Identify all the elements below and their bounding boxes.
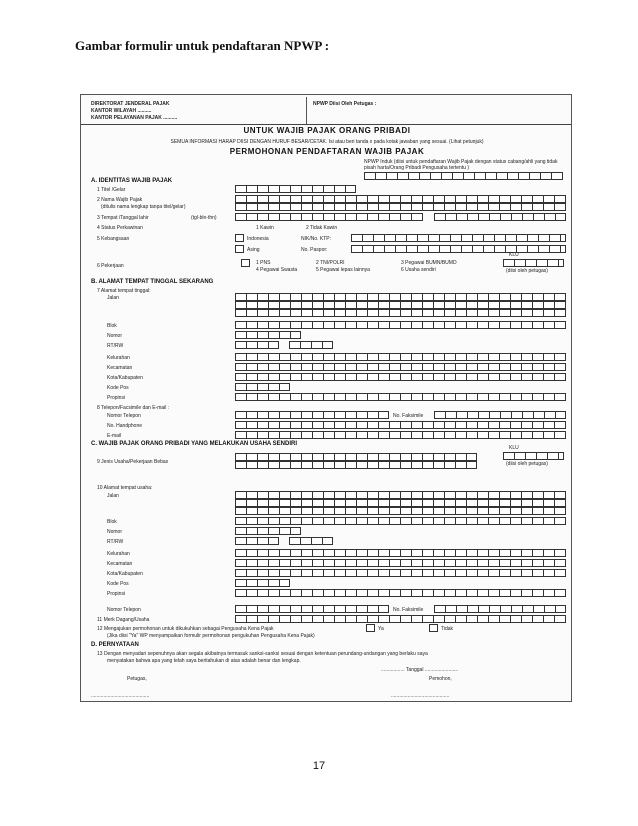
section-d-title: D. PERNYATAAN (91, 642, 139, 648)
rt-boxes-c[interactable] (235, 537, 279, 545)
tanggal-line: ................. Tanggal ........................ (381, 667, 459, 673)
label-nama: 2 Nama Wajib Pajak (97, 197, 143, 203)
paspor-boxes[interactable] (351, 245, 566, 253)
label-kota-c: Kota/Kabupaten (107, 571, 143, 577)
jalan-boxes-b2[interactable] (235, 301, 566, 309)
label-nomor-c: Nomor (107, 529, 123, 535)
form-instruction: SEMUA INFORMASI HARAP DIISI DENGAN HURUF BESAR/CETAK. Isi atau beri tanda x pada kotak jawaban yang sesuai. (Lihat petunjuk) (170, 139, 484, 145)
label-kebangsaan: 5 Kebangsaan (97, 236, 130, 242)
label-tgl-note: (tgl-bln-thn) (191, 215, 217, 221)
label-blok-b: Blok (107, 323, 117, 329)
label-nik: NIK/No. KTP: (301, 236, 332, 242)
label-rtrw-c: RT/RW (107, 539, 124, 545)
jenis-usaha-boxes-1[interactable] (235, 453, 477, 461)
nik-boxes[interactable] (351, 234, 566, 242)
kota-boxes-b[interactable] (235, 373, 566, 381)
label-paspor: No. Paspor: (301, 247, 328, 253)
label-kodepos-c: Kode Pos (107, 581, 129, 587)
option-asing: Asing (247, 247, 260, 253)
klu-label-c: KLU (509, 445, 519, 451)
job-swasta: 4 Pegawai Swasta (256, 267, 298, 273)
label-pkp-note: (Jika diisi "Ya" WP menyampaikan formulir permohonan pengukuhan Pengusaha Kena Pajak) (107, 633, 315, 639)
label-kota-b: Kota/Kabupaten (107, 375, 143, 381)
nama-boxes-1[interactable] (235, 195, 566, 203)
form-main-title: UNTUK WAJIB PAJAK ORANG PRIBADI (243, 126, 411, 135)
hp-boxes-b[interactable] (235, 421, 566, 429)
label-nomor-telepon-b: Nomor Telepon (107, 413, 141, 419)
jenis-usaha-boxes-2[interactable] (235, 461, 477, 469)
label-pekerjaan: 6 Pekerjaan (97, 263, 124, 269)
label-kodepos-b: Kode Pos (107, 385, 129, 391)
label-jalan-b: Jalan (107, 295, 119, 301)
kecamatan-boxes-c[interactable] (235, 559, 566, 567)
kelurahan-boxes-b[interactable] (235, 353, 566, 361)
rw-boxes-c[interactable] (289, 537, 333, 545)
label-pkp: 12 Mengajukan permohonan untuk dikukuhkan sebagai Pengusaha Kena Pajak (97, 626, 274, 632)
checkbox-indonesia[interactable] (235, 234, 244, 242)
statement-line-2: menyatakan bahwa apa yang telah saya beritahukan di atas adalah benar dan lengkap. (107, 658, 301, 664)
label-blok-c: Blok (107, 519, 117, 525)
nomor-boxes-b[interactable] (235, 331, 301, 339)
label-kecamatan-c: Kecamatan (107, 561, 133, 567)
figure-caption: Gambar formulir untuk pendaftaran NPWP : (75, 38, 330, 53)
header-regional-office: KANTOR WILAYAH .......... (91, 108, 152, 114)
label-hp-b: No. Handphone (107, 423, 143, 429)
label-jalan-c: Jalan (107, 493, 119, 499)
label-merk-dagang: 11 Merk Dagang/Usaha (97, 617, 150, 623)
option-tidak: Tidak (441, 626, 454, 632)
klu-boxes-c[interactable] (503, 452, 564, 460)
nomor-boxes-c[interactable] (235, 527, 301, 535)
merk-boxes[interactable] (235, 615, 566, 623)
job-pns: 1 PNS (256, 260, 271, 266)
job-tni: 2 TNI/POLRI (316, 260, 345, 266)
npwp-induk-note: NPWP Induk (diisi untuk pendaftaran Wajib Pajak dengan status cabang/ahli yang tidak pisah harta/Orang Pribadi Pengusaha tertentu ) (364, 159, 558, 171)
label-petugas: Petugas, (127, 676, 147, 682)
job-usaha: 6 Usaha sendiri (401, 267, 436, 273)
fax-boxes-b[interactable] (434, 411, 566, 419)
kodepos-boxes-b[interactable] (235, 383, 290, 391)
rw-boxes-b[interactable] (289, 341, 333, 349)
blok-boxes-c[interactable] (235, 517, 566, 525)
telepon-boxes-c[interactable] (235, 605, 389, 613)
propinsi-boxes-b[interactable] (235, 393, 566, 401)
label-propinsi-b: Propinsi (107, 395, 126, 401)
fax-boxes-c[interactable] (434, 605, 566, 613)
header-tax-office: KANTOR PELAYANAN PAJAK .......... (91, 115, 178, 121)
label-pemohon: Pemohon, (429, 676, 452, 682)
blok-boxes-b[interactable] (235, 321, 566, 329)
label-nomor-telepon-c: Nomor Telepon (107, 607, 141, 613)
label-email-b: E-mail (107, 433, 122, 439)
label-alamat-usaha: 10 Alamat tempat usaha: (97, 485, 153, 491)
kelurahan-boxes-c[interactable] (235, 549, 566, 557)
statement-line-1: 13 Dengan menyadari sepenuhnya akan segala akibatnya termasuk sanksi-sanksi sesuai dengan ketentuan perundang-undangan yang berlaku saya (97, 651, 428, 657)
klu-label-a: KLU (509, 252, 519, 258)
label-fax-c: No. Faksimile (393, 607, 424, 613)
npwp-induk-boxes[interactable] (364, 172, 563, 180)
propinsi-boxes-c[interactable] (235, 589, 566, 597)
pekerjaan-box[interactable] (241, 259, 250, 267)
checkbox-tidak[interactable] (429, 624, 438, 632)
label-fax-b: No. Faksimile (393, 413, 424, 419)
klu-note-a: (diisi oleh petugas) (506, 268, 548, 274)
npwp-form-image (80, 94, 572, 702)
klu-note-c: (diisi oleh petugas) (506, 461, 548, 467)
email-boxes-b[interactable] (235, 431, 566, 439)
form-subtitle: PERMOHONAN PENDAFTARAN WAJIB PAJAK (229, 147, 425, 156)
label-telepon-email: 8 Telepon/Facsimile dan E-mail : (97, 405, 170, 411)
jalan-boxes-c1[interactable] (235, 491, 566, 499)
header-npwp-officer: NPWP Diisi Oleh Petugas : (313, 101, 377, 107)
titel-boxes[interactable] (235, 185, 356, 193)
jalan-boxes-c2[interactable] (235, 499, 566, 507)
header-directorate: DIREKTORAT JENDERAL PAJAK (91, 101, 170, 107)
checkbox-asing[interactable] (235, 245, 244, 253)
option-tidak-kawin[interactable]: 2 Tidak Kawin (306, 225, 338, 231)
section-c-title: C. WAJIB PAJAK ORANG PRIBADI YANG MELAKUKAN USAHA SENDIRI (91, 441, 298, 447)
kecamatan-boxes-b[interactable] (235, 363, 566, 371)
label-kelurahan-c: Kelurahan (107, 551, 130, 557)
section-b-title: B. ALAMAT TEMPAT TINGGAL SEKARANG (91, 279, 214, 285)
label-status-kawin: 4 Status Perkawinan (97, 225, 143, 231)
jalan-boxes-b1[interactable] (235, 293, 566, 301)
label-kecamatan-b: Kecamatan (107, 365, 133, 371)
rt-boxes-b[interactable] (235, 341, 279, 349)
kodepos-boxes-c[interactable] (235, 579, 290, 587)
label-alamat-tinggal: 7 Alamat tempat tinggal: (97, 288, 151, 294)
option-ya: Ya (378, 626, 384, 632)
label-nomor-b: Nomor (107, 333, 123, 339)
jalan-boxes-b3[interactable] (235, 309, 566, 317)
nama-boxes-2[interactable] (235, 203, 566, 211)
telepon-boxes-b[interactable] (235, 411, 389, 419)
klu-boxes-a[interactable] (503, 259, 564, 267)
section-a-title: A. IDENTITAS WAJIB PAJAK (91, 178, 173, 184)
job-lepas: 5 Pegawai lepas lainnya (316, 267, 370, 273)
page-number: 17 (312, 760, 326, 772)
label-nama-note: (ditulis nama lengkap tanpa titel/gelar) (101, 204, 186, 210)
option-kawin[interactable]: 1 Kawin (256, 225, 274, 231)
label-kelurahan-b: Kelurahan (107, 355, 130, 361)
signature-pemohon: .......................................... (391, 693, 450, 699)
kota-boxes-c[interactable] (235, 569, 566, 577)
label-titel: 1 Titel /Gelar (97, 187, 126, 193)
label-jenis-usaha: 9 Jenis Usaha/Pekerjaan Bebas (97, 459, 169, 465)
checkbox-ya[interactable] (366, 624, 375, 632)
label-rtrw-b: RT/RW (107, 343, 124, 349)
option-indonesia: Indonesia (247, 236, 269, 242)
jalan-boxes-c3[interactable] (235, 507, 566, 515)
tanggal-lahir-boxes[interactable] (434, 213, 566, 221)
job-bumn: 3 Pegawai BUMN/BUMD (401, 260, 457, 266)
label-propinsi-c: Propinsi (107, 591, 126, 597)
tempat-lahir-boxes[interactable] (235, 213, 423, 221)
label-tempat-lahir: 3 Tempat /Tanggal lahir (97, 215, 149, 221)
signature-petugas: .......................................... (91, 693, 150, 699)
